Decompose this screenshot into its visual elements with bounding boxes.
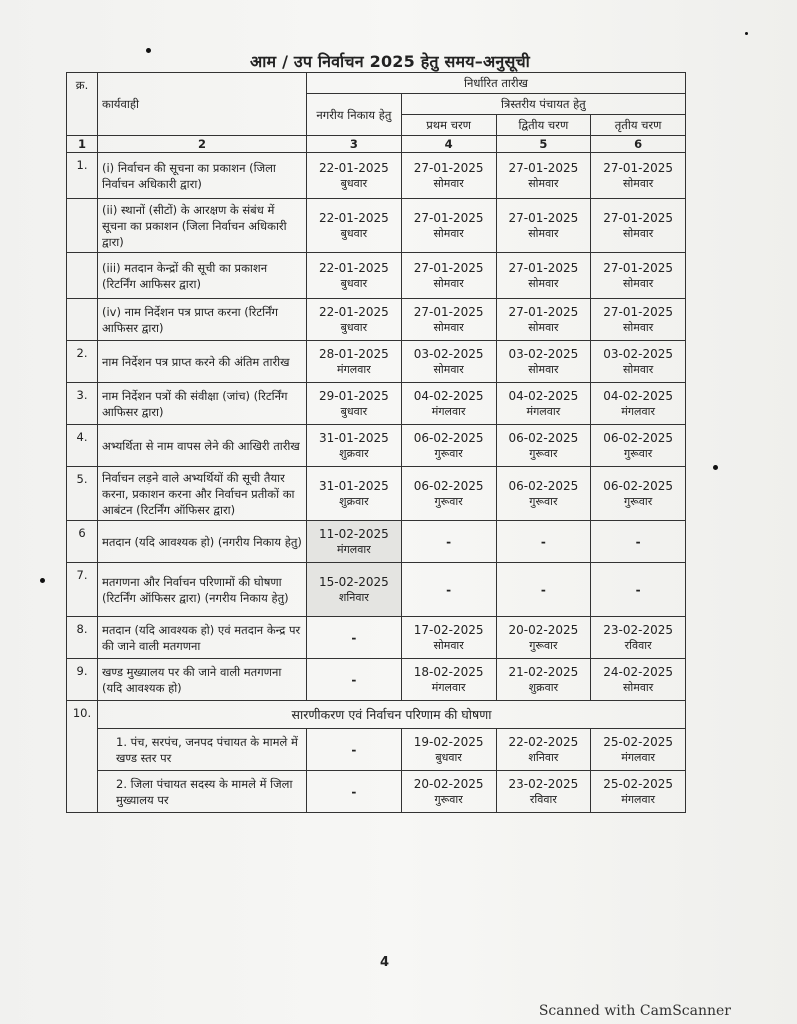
table-row	[67, 383, 686, 425]
weekday-value: मंगलवार	[337, 362, 371, 376]
table-row	[67, 425, 686, 467]
table-row	[67, 701, 686, 729]
phase-2-date-cell	[496, 563, 591, 617]
col-number: 3	[307, 136, 402, 153]
phase-2-date-cell	[496, 729, 591, 771]
column-number-row	[67, 136, 686, 153]
header-fixed-date: निर्धारित तारीख	[307, 73, 686, 94]
municipal-date-cell	[307, 467, 402, 521]
phase-2-date-cell	[496, 341, 591, 383]
row-action: खण्ड मुख्यालय पर की जाने वाली मतगणना (यदि आवश्यक हो)	[98, 659, 307, 701]
municipal-date-cell	[307, 521, 402, 563]
date-value: 03-02-2025	[508, 346, 579, 361]
row-action: (iv) नाम निर्देशन पत्र प्राप्त करना (रिटर्निंग आफिसर द्वारा)	[98, 299, 307, 341]
row-serial: 5.	[67, 467, 98, 521]
table-row	[67, 341, 686, 383]
date-value: 27-01-2025	[413, 210, 484, 225]
row-action: नाम निर्देशन पत्रों की संवीक्षा (जांच) (रिटर्निंग आफिसर द्वारा)	[98, 383, 307, 425]
row-serial	[67, 199, 98, 253]
date-value: 27-01-2025	[413, 260, 484, 275]
date-value: -	[351, 672, 357, 687]
date-value: 23-02-2025	[508, 776, 579, 791]
weekday-value: रविवार	[529, 792, 557, 806]
weekday-value: मंगलवार	[431, 680, 466, 694]
col-number: 2	[98, 136, 307, 153]
date-value: 04-02-2025	[603, 388, 673, 403]
document-title: आम / उप निर्वाचन 2025 हेतु समय–अनुसूची	[250, 52, 530, 71]
phase-1-date-cell	[401, 563, 496, 617]
phase-1-date-cell	[401, 771, 496, 813]
date-value: -	[635, 582, 641, 597]
row-serial: 4.	[67, 425, 98, 467]
phase-3-date-cell	[591, 521, 686, 563]
weekday-value: बुधवार	[435, 750, 462, 764]
row-serial: 8.	[67, 617, 98, 659]
weekday-value: मंगलवार	[337, 542, 371, 556]
weekday-value: बुधवार	[340, 404, 368, 418]
municipal-date-cell	[307, 383, 402, 425]
phase-2-date-cell	[496, 153, 591, 199]
col-number: 5	[496, 136, 591, 153]
header-phase-2: द्वितीय चरण	[496, 115, 591, 136]
date-value: -	[351, 630, 357, 645]
date-value: 03-02-2025	[413, 346, 484, 361]
phase-1-date-cell	[401, 253, 496, 299]
weekday-value: मंगलवार	[621, 792, 655, 806]
date-value: 20-02-2025	[413, 776, 484, 791]
weekday-value: सोमवार	[528, 276, 559, 290]
weekday-value: सोमवार	[433, 176, 464, 190]
row-action: अभ्यर्थिता से नाम वापस लेने की आखिरी तारीख	[98, 425, 307, 467]
row-action: (ii) स्थानों (सीटों) के आरक्षण के संबंध में सूचना का प्रकाशन (जिला निर्वाचन अधिकारी द्वारा)	[98, 199, 307, 253]
row-serial: 9.	[67, 659, 98, 701]
date-value: 06-02-2025	[603, 478, 673, 493]
municipal-date-cell	[307, 253, 402, 299]
scan-speck	[713, 465, 718, 470]
row-serial	[67, 253, 98, 299]
weekday-value: गुरूवार	[529, 494, 558, 508]
phase-3-date-cell	[591, 383, 686, 425]
table-row	[67, 299, 686, 341]
phase-3-date-cell	[591, 299, 686, 341]
row-action: 2. जिला पंचायत सदस्य के मामले में जिला मुख्यालय पर	[98, 771, 307, 813]
weekday-value: मंगलवार	[526, 404, 561, 418]
phase-1-date-cell	[401, 425, 496, 467]
weekday-value: गुरूवार	[434, 792, 463, 806]
row-action: मतदान (यदि आवश्यक हो) एवं मतदान केन्द्र पर की जाने वाली मतगणना	[98, 617, 307, 659]
table-row	[67, 153, 686, 199]
date-value: 21-02-2025	[508, 664, 579, 679]
phase-1-date-cell	[401, 521, 496, 563]
row-serial: 2.	[67, 341, 98, 383]
date-value: 17-02-2025	[413, 622, 484, 637]
row-action: मतगणना और निर्वाचन परिणामों की घोषणा (रिटर्निंग ऑफिसर द्वारा) (नगरीय निकाय हेतु)	[98, 563, 307, 617]
date-value: 06-02-2025	[508, 478, 579, 493]
table-row	[67, 563, 686, 617]
date-value: -	[351, 784, 357, 799]
weekday-value: गुरूवार	[529, 638, 558, 652]
date-value: -	[446, 534, 452, 549]
phase-3-date-cell	[591, 467, 686, 521]
col-number: 1	[67, 136, 98, 153]
phase-2-date-cell	[496, 771, 591, 813]
weekday-value: मंगलवार	[431, 404, 466, 418]
weekday-value: बुधवार	[340, 226, 368, 240]
date-value: 06-02-2025	[413, 478, 484, 493]
weekday-value: सोमवार	[433, 226, 464, 240]
weekday-value: शुक्रवार	[528, 680, 559, 694]
date-value: 22-01-2025	[319, 260, 389, 275]
phase-2-date-cell	[496, 199, 591, 253]
date-value: 20-02-2025	[508, 622, 579, 637]
phase-3-date-cell	[591, 153, 686, 199]
header-serial: क्र.	[67, 73, 98, 136]
header-row-1	[67, 73, 686, 94]
date-value: -	[635, 534, 641, 549]
section-heading: सारणीकरण एवं निर्वाचन परिणाम की घोषणा	[98, 701, 686, 729]
date-value: 18-02-2025	[413, 664, 484, 679]
date-value: 19-02-2025	[413, 734, 484, 749]
row-serial	[67, 299, 98, 341]
date-value: 27-01-2025	[508, 160, 579, 175]
phase-1-date-cell	[401, 617, 496, 659]
header-action: कार्यवाही	[98, 73, 307, 136]
page-number: 4	[380, 955, 390, 970]
phase-1-date-cell	[401, 729, 496, 771]
scan-speck	[745, 32, 748, 35]
weekday-value: बुधवार	[340, 276, 368, 290]
weekday-value: शनिवार	[338, 590, 369, 604]
date-value: 27-01-2025	[603, 160, 673, 175]
municipal-date-cell	[307, 563, 402, 617]
header-phase-1: प्रथम चरण	[401, 115, 496, 136]
table-row	[67, 771, 686, 813]
municipal-date-cell	[307, 771, 402, 813]
col-number: 6	[591, 136, 686, 153]
phase-3-date-cell	[591, 729, 686, 771]
phase-1-date-cell	[401, 659, 496, 701]
row-serial: 7.	[67, 563, 98, 617]
date-value: 04-02-2025	[508, 388, 579, 403]
weekday-value: रविवार	[624, 638, 652, 652]
date-value: 27-01-2025	[413, 160, 484, 175]
date-value: 22-01-2025	[319, 210, 389, 225]
date-value: 22-01-2025	[319, 304, 389, 319]
phase-1-date-cell	[401, 299, 496, 341]
phase-2-date-cell	[496, 521, 591, 563]
header-panchayat: त्रिस्तरीय पंचायत हेतु	[401, 94, 685, 115]
municipal-date-cell	[307, 341, 402, 383]
weekday-value: गुरूवार	[434, 494, 463, 508]
weekday-value: सोमवार	[622, 176, 654, 190]
date-value: 06-02-2025	[508, 430, 579, 445]
table-row	[67, 521, 686, 563]
row-serial: 10.	[67, 701, 98, 813]
table-row	[67, 617, 686, 659]
date-value: 03-02-2025	[603, 346, 673, 361]
weekday-value: शुक्रवार	[339, 446, 369, 460]
weekday-value: शुक्रवार	[339, 494, 369, 508]
weekday-value: सोमवार	[433, 320, 464, 334]
table-row	[67, 659, 686, 701]
date-value: 15-02-2025	[319, 574, 389, 589]
phase-1-date-cell	[401, 199, 496, 253]
phase-2-date-cell	[496, 299, 591, 341]
weekday-value: सोमवार	[433, 638, 464, 652]
weekday-value: गुरूवार	[434, 446, 463, 460]
scan-speck	[40, 578, 45, 583]
weekday-value: सोमवार	[622, 320, 654, 334]
row-serial: 1.	[67, 153, 98, 199]
weekday-value: गुरूवार	[529, 446, 558, 460]
date-value: 23-02-2025	[603, 622, 673, 637]
phase-2-date-cell	[496, 425, 591, 467]
weekday-value: सोमवार	[528, 320, 559, 334]
municipal-date-cell	[307, 729, 402, 771]
weekday-value: बुधवार	[340, 176, 368, 190]
table-row	[67, 253, 686, 299]
date-value: 25-02-2025	[603, 734, 673, 749]
row-action: 1. पंच, सरपंच, जनपद पंचायत के मामले में खण्ड स्तर पर	[98, 729, 307, 771]
date-value: 06-02-2025	[413, 430, 484, 445]
row-action: नाम निर्देशन पत्र प्राप्त करने की अंतिम तारीख	[98, 341, 307, 383]
date-value: 28-01-2025	[319, 346, 389, 361]
header-municipal: नगरीय निकाय हेतु	[307, 94, 402, 136]
phase-1-date-cell	[401, 153, 496, 199]
date-value: 27-01-2025	[603, 260, 673, 275]
row-action: (iii) मतदान केन्द्रों की सूची का प्रकाशन (रिटर्निंग आफिसर द्वारा)	[98, 253, 307, 299]
date-value: 06-02-2025	[603, 430, 673, 445]
date-value: 22-02-2025	[508, 734, 579, 749]
weekday-value: मंगलवार	[621, 404, 655, 418]
date-value: 27-01-2025	[508, 210, 579, 225]
date-value: 22-01-2025	[319, 160, 389, 175]
weekday-value: सोमवार	[528, 176, 559, 190]
date-value: 31-01-2025	[319, 478, 389, 493]
scan-speck	[146, 48, 151, 53]
phase-2-date-cell	[496, 467, 591, 521]
row-serial: 3.	[67, 383, 98, 425]
date-value: 27-01-2025	[508, 260, 579, 275]
phase-3-date-cell	[591, 617, 686, 659]
scanner-watermark: Scanned with CamScanner	[538, 1003, 731, 1019]
weekday-value: सोमवार	[622, 680, 654, 694]
municipal-date-cell	[307, 617, 402, 659]
phase-3-date-cell	[591, 199, 686, 253]
schedule-table	[66, 72, 686, 813]
date-value: 24-02-2025	[603, 664, 673, 679]
date-value: -	[540, 534, 546, 549]
municipal-date-cell	[307, 425, 402, 467]
phase-2-date-cell	[496, 253, 591, 299]
weekday-value: सोमवार	[622, 362, 654, 376]
phase-3-date-cell	[591, 563, 686, 617]
weekday-value: मंगलवार	[621, 750, 655, 764]
phase-1-date-cell	[401, 383, 496, 425]
weekday-value: गुरूवार	[624, 494, 653, 508]
row-action: मतदान (यदि आवश्यक हो) (नगरीय निकाय हेतु)	[98, 521, 307, 563]
date-value: 04-02-2025	[413, 388, 484, 403]
row-action: निर्वाचन लड़ने वाले अभ्यर्थियों की सूची तैयार करना, प्रकाशन करना और निर्वाचन प्रतीकों का आबंटन (रिटर्निंग ऑफिसर द्वारा)	[98, 467, 307, 521]
phase-3-date-cell	[591, 425, 686, 467]
phase-3-date-cell	[591, 253, 686, 299]
date-value: 11-02-2025	[319, 526, 389, 541]
date-value: 27-01-2025	[508, 304, 579, 319]
municipal-date-cell	[307, 659, 402, 701]
weekday-value: सोमवार	[622, 276, 654, 290]
date-value: -	[540, 582, 546, 597]
weekday-value: सोमवार	[622, 226, 654, 240]
phase-1-date-cell	[401, 467, 496, 521]
row-action: (i) निर्वाचन की सूचना का प्रकाशन (जिला निर्वाचन अधिकारी द्वारा)	[98, 153, 307, 199]
phase-3-date-cell	[591, 771, 686, 813]
col-number: 4	[401, 136, 496, 153]
date-value: -	[351, 742, 357, 757]
weekday-value: सोमवार	[528, 226, 559, 240]
phase-3-date-cell	[591, 659, 686, 701]
date-value: -	[446, 582, 452, 597]
phase-2-date-cell	[496, 383, 591, 425]
phase-2-date-cell	[496, 659, 591, 701]
weekday-value: सोमवार	[528, 362, 559, 376]
municipal-date-cell	[307, 199, 402, 253]
municipal-date-cell	[307, 153, 402, 199]
date-value: 31-01-2025	[319, 430, 389, 445]
municipal-date-cell	[307, 299, 402, 341]
row-serial: 6	[67, 521, 98, 563]
date-value: 27-01-2025	[603, 210, 673, 225]
phase-3-date-cell	[591, 341, 686, 383]
date-value: 27-01-2025	[413, 304, 484, 319]
date-value: 27-01-2025	[603, 304, 673, 319]
weekday-value: बुधवार	[340, 320, 368, 334]
table-row	[67, 467, 686, 521]
weekday-value: शनिवार	[528, 750, 559, 764]
date-value: 25-02-2025	[603, 776, 673, 791]
header-phase-3: तृतीय चरण	[591, 115, 686, 136]
table-row	[67, 729, 686, 771]
phase-2-date-cell	[496, 617, 591, 659]
weekday-value: सोमवार	[433, 362, 464, 376]
phase-1-date-cell	[401, 341, 496, 383]
weekday-value: सोमवार	[433, 276, 464, 290]
weekday-value: गुरूवार	[624, 446, 653, 460]
table-row	[67, 199, 686, 253]
date-value: 29-01-2025	[319, 388, 389, 403]
